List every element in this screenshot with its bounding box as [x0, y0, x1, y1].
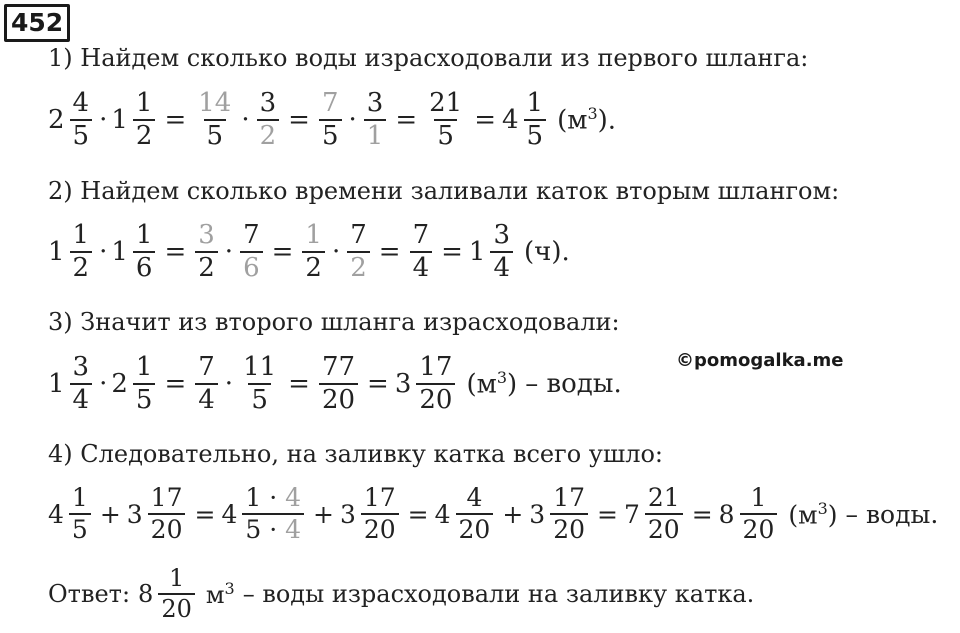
fraction: $\frac{1}{5}$	[69, 485, 91, 544]
whole-part: 3	[126, 499, 143, 529]
fraction: $\frac{1}{5}$	[133, 354, 156, 415]
fraction: $\frac{4}{5}$	[70, 90, 93, 151]
whole-part: 1	[48, 237, 65, 268]
whole-part: 1	[111, 237, 128, 268]
step1-equation: 2 $\frac{4}{5}$ · 1 $\frac{1}{2}$ = $\frac{14}{5}$ · $\frac{3}{2}$ = $\frac{7}{5}$ · $\frac{3}{1}$ = $\frac{21}{5}$ = 4 $\frac{1}{5}$ $(м^3)$.	[48, 88, 617, 152]
fraction: $\frac{3}{1}$	[364, 90, 387, 151]
whole-part: 1	[48, 369, 65, 400]
whole-part: 8	[138, 580, 154, 609]
fraction: $\frac{11}{5}$	[243, 352, 277, 416]
fraction: $\frac{1}{6}$	[133, 222, 156, 283]
fraction: $\frac{14}{5}$	[198, 88, 232, 152]
fraction: $\frac{7}{4}$	[195, 354, 218, 415]
fraction: $\frac{3}{4}$	[70, 354, 93, 415]
answer-line	[48, 566, 754, 622]
whole-part: 3	[394, 369, 412, 400]
fraction: $\frac{4}{20}$	[456, 485, 494, 544]
step1-heading: 1) Найдем сколько воды израсходовали из первого шланга:	[48, 44, 809, 72]
unit: (ч).	[524, 237, 570, 268]
fraction: $\frac{7}{2}$	[347, 222, 370, 283]
unit: $м^3$	[205, 579, 235, 610]
fraction: $\frac{17}{20}$	[550, 485, 588, 544]
fraction: $\frac{7}{5}$	[319, 90, 342, 151]
step2-heading: 2) Найдем сколько времени заливали каток вторым шлангом:	[48, 177, 840, 205]
fraction: $\frac{1}{2}$	[70, 222, 93, 283]
unit: $(м^3)$	[788, 499, 838, 530]
whole-part: 4	[221, 499, 238, 529]
step3-heading: 3) Значит из второго шланга израсходовали:	[48, 308, 620, 336]
whole-part: 3	[339, 499, 356, 529]
step4-heading: 4) Следовательно, на заливку катка всего ушло:	[48, 440, 663, 468]
fraction: $\frac{1 \cdot 4}{5 \cdot 4}$	[242, 485, 304, 544]
unit: $(м^3)$.	[557, 104, 617, 137]
fraction: $\frac{17}{20}$	[148, 485, 186, 544]
fraction: $\frac{1}{20}$	[158, 566, 195, 622]
fraction: $\frac{7}{4}$	[410, 222, 433, 283]
step3-equation: 1 $\frac{3}{4}$ · 2 $\frac{1}{5}$ = $\frac{7}{4}$ · $\frac{11}{5}$ = $\frac{77}{20}$ = 3 $\frac{17}{20}$ $(м^3)$ – воды.	[48, 352, 622, 416]
whole-part: 2	[111, 369, 128, 400]
fraction: $\frac{1}{20}$	[740, 485, 778, 544]
tail-text: – воды.	[845, 499, 939, 529]
answer-label: Ответ:	[48, 580, 131, 609]
whole-part: 4	[48, 499, 64, 529]
fraction: $\frac{17}{20}$	[416, 354, 455, 415]
step2-equation: 1 $\frac{1}{2}$ · 1 $\frac{1}{6}$ = $\frac{3}{2}$ · $\frac{7}{6}$ = $\frac{1}{2}$ · $\frac{7}{2}$ = $\frac{7}{4}$ = 1 $\frac{3}{4}$ (ч).	[48, 220, 570, 284]
fraction: $\frac{21}{5}$	[429, 88, 463, 152]
whole-part: 1	[111, 105, 128, 136]
whole-part: 4	[434, 499, 451, 529]
fraction: $\frac{1}{2}$	[302, 222, 325, 283]
fraction: $\frac{7}{6}$	[240, 222, 263, 283]
tail-text: – воды.	[525, 369, 622, 400]
fraction: $\frac{3}{4}$	[490, 222, 513, 283]
answer-text: – воды израсходовали на заливку катка.	[242, 580, 755, 609]
fraction: $\frac{1}{2}$	[133, 90, 156, 151]
fraction: $\frac{3}{2}$	[257, 90, 280, 151]
fraction: $\frac{3}{2}$	[195, 222, 218, 283]
problem-number: 452	[4, 4, 70, 42]
unit: $(м^3)$	[466, 368, 518, 401]
step4-equation: 4 $\frac{1}{5}$ + 3 $\frac{17}{20}$ = 4 $\frac{1 \cdot 4}{5 \cdot 4}$ + 3 $\frac{17}{20}$ = 4 $\frac{4}{20}$ + 3 $\frac{17}{20}$ = 7 $\frac{21}{20}$ = 8 $\frac{1}{20}$ $(м^3)$ – воды.	[48, 483, 939, 545]
whole-part: 7	[623, 499, 640, 529]
fraction: $\frac{21}{20}$	[645, 485, 683, 544]
whole-part: 2	[48, 105, 65, 136]
whole-part: 4	[502, 105, 519, 136]
fraction: $\frac{1}{5}$	[524, 90, 547, 151]
fraction: $\frac{17}{20}$	[361, 485, 399, 544]
whole-part: 3	[529, 499, 546, 529]
whole-part: 1	[468, 237, 486, 268]
fraction: $\frac{77}{20}$	[319, 354, 358, 415]
whole-part: 8	[718, 499, 735, 529]
watermark: ©pomogalka.me	[676, 350, 844, 371]
